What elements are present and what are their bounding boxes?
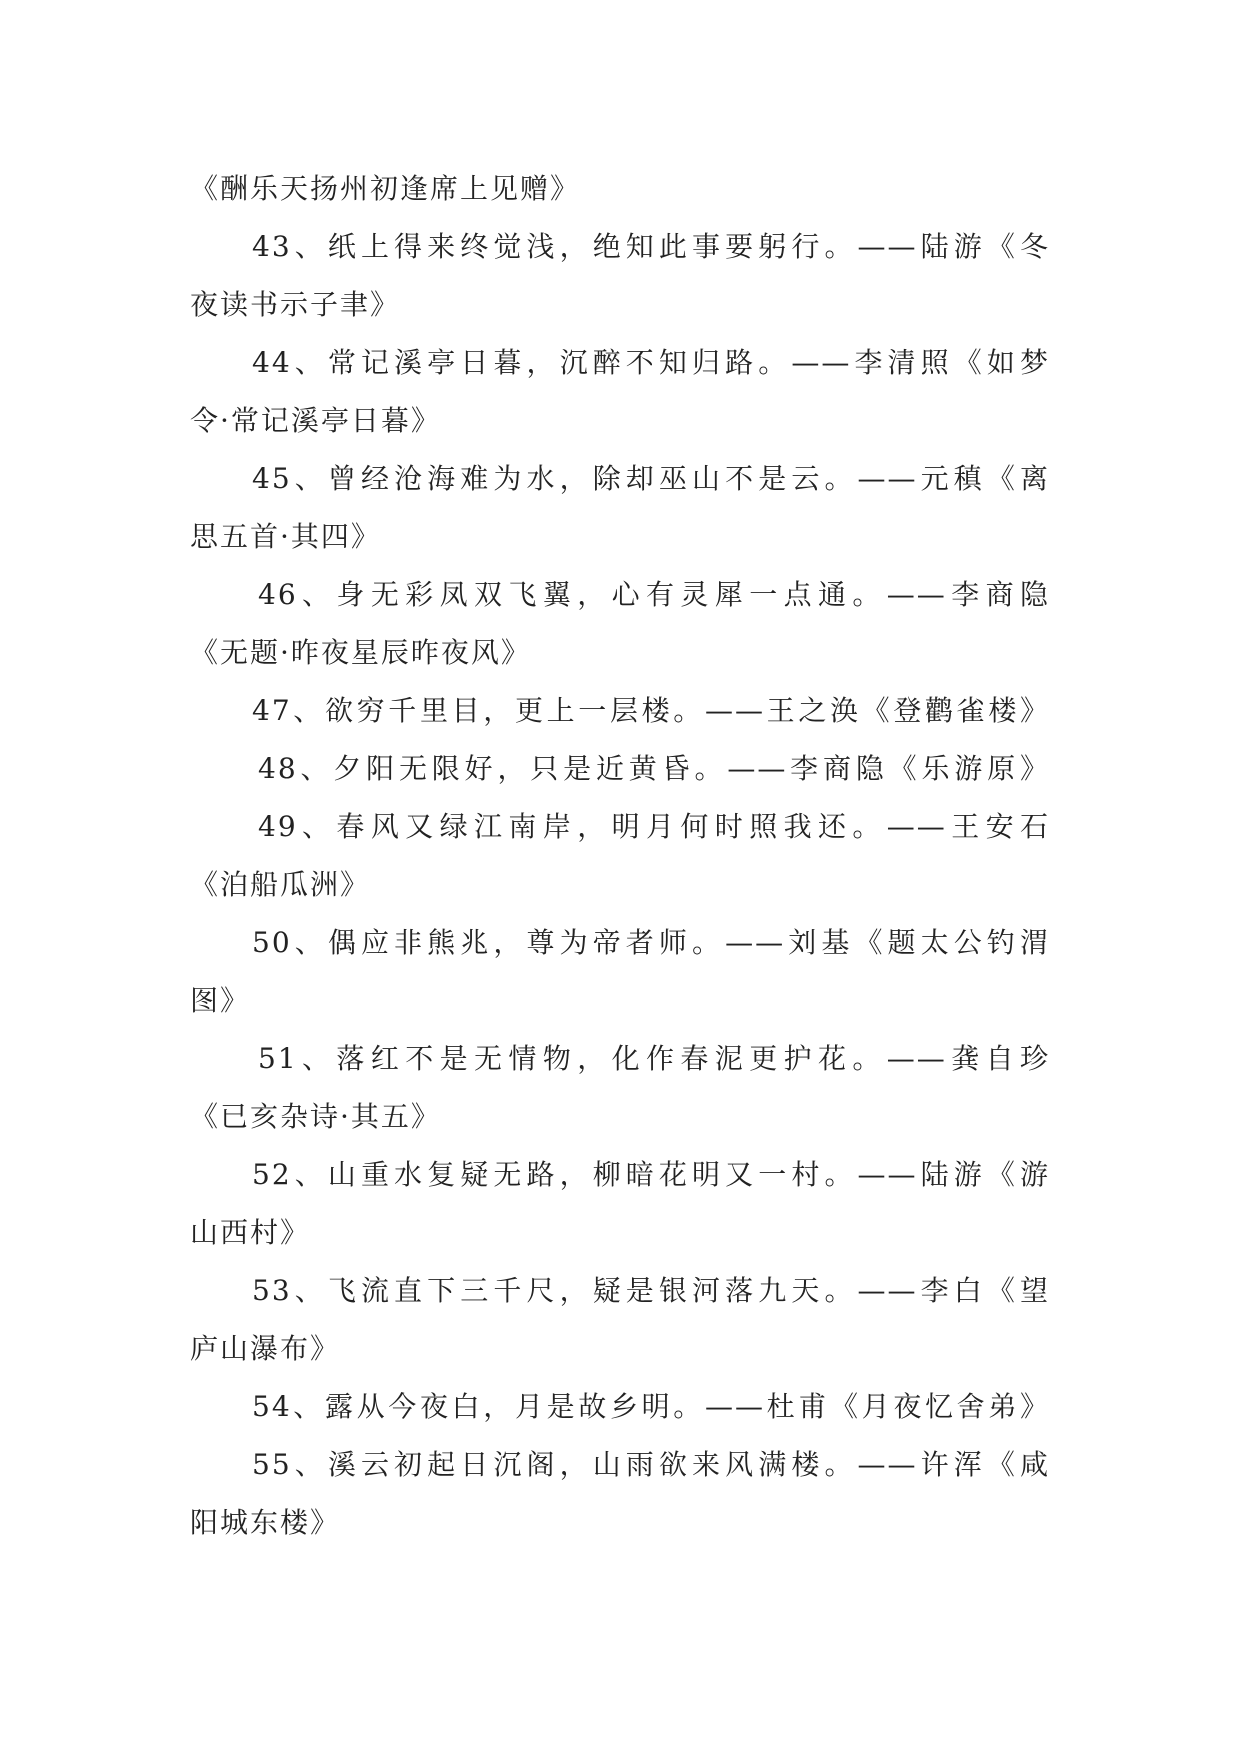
- quote-51-source-line: 《已亥杂诗·其五》: [190, 1100, 441, 1133]
- quote-55-source-line: 阳城东楼》: [190, 1506, 341, 1539]
- quote-47-line: 47、欲穷千里目，更上一层楼。——王之涣《登鹳雀楼》: [252, 694, 1050, 727]
- quote-50-line: 50、偶应非熊兆，尊为帝者师。——刘基《题太公钓渭: [252, 926, 1050, 959]
- quote-48-line: 48、夕阳无限好，只是近黄昏。——李商隐《乐游原》: [258, 752, 1050, 785]
- quote-44-line: 44、常记溪亭日暮，沉醉不知归路。——李清照《如梦: [252, 346, 1050, 379]
- poem-quote-list: [190, 160, 1050, 1552]
- quote-52-line: 52、山重水复疑无路，柳暗花明又一村。——陆游《游: [252, 1158, 1050, 1191]
- quote-55-line: 55、溪云初起日沉阁，山雨欲来风满楼。——许浑《咸: [252, 1448, 1050, 1481]
- quote-45-source-line: 思五首·其四》: [190, 520, 381, 553]
- quote-43-line: 43、纸上得来终觉浅，绝知此事要躬行。——陆游《冬: [252, 230, 1050, 263]
- quote-49-source-line: 《泊船瓜洲》: [190, 868, 371, 901]
- quote-46-source-line: 《无题·昨夜星辰昨夜风》: [190, 636, 531, 669]
- quote-52-source-line: 山西村》: [190, 1216, 311, 1249]
- quote-continuation-line: 《酬乐天扬州初逢席上见赠》: [190, 172, 581, 205]
- quote-43-source-line: 夜读书示子聿》: [190, 288, 401, 321]
- quote-46-line: 46、身无彩凤双飞翼，心有灵犀一点通。——李商隐: [258, 578, 1050, 611]
- quote-51-line: 51、落红不是无情物，化作春泥更护花。——龚自珍: [258, 1042, 1050, 1075]
- quote-49-line: 49、春风又绿江南岸，明月何时照我还。——王安石: [258, 810, 1050, 843]
- quote-54-line: 54、露从今夜白，月是故乡明。——杜甫《月夜忆舍弟》: [252, 1390, 1050, 1423]
- quote-45-line: 45、曾经沧海难为水，除却巫山不是云。——元稹《离: [252, 462, 1050, 495]
- quote-53-source-line: 庐山瀑布》: [190, 1332, 341, 1365]
- quote-44-source-line: 令·常记溪亭日暮》: [190, 404, 441, 437]
- quote-53-line: 53、飞流直下三千尺，疑是银河落九天。——李白《望: [252, 1274, 1050, 1307]
- quote-50-source-line: 图》: [190, 984, 251, 1017]
